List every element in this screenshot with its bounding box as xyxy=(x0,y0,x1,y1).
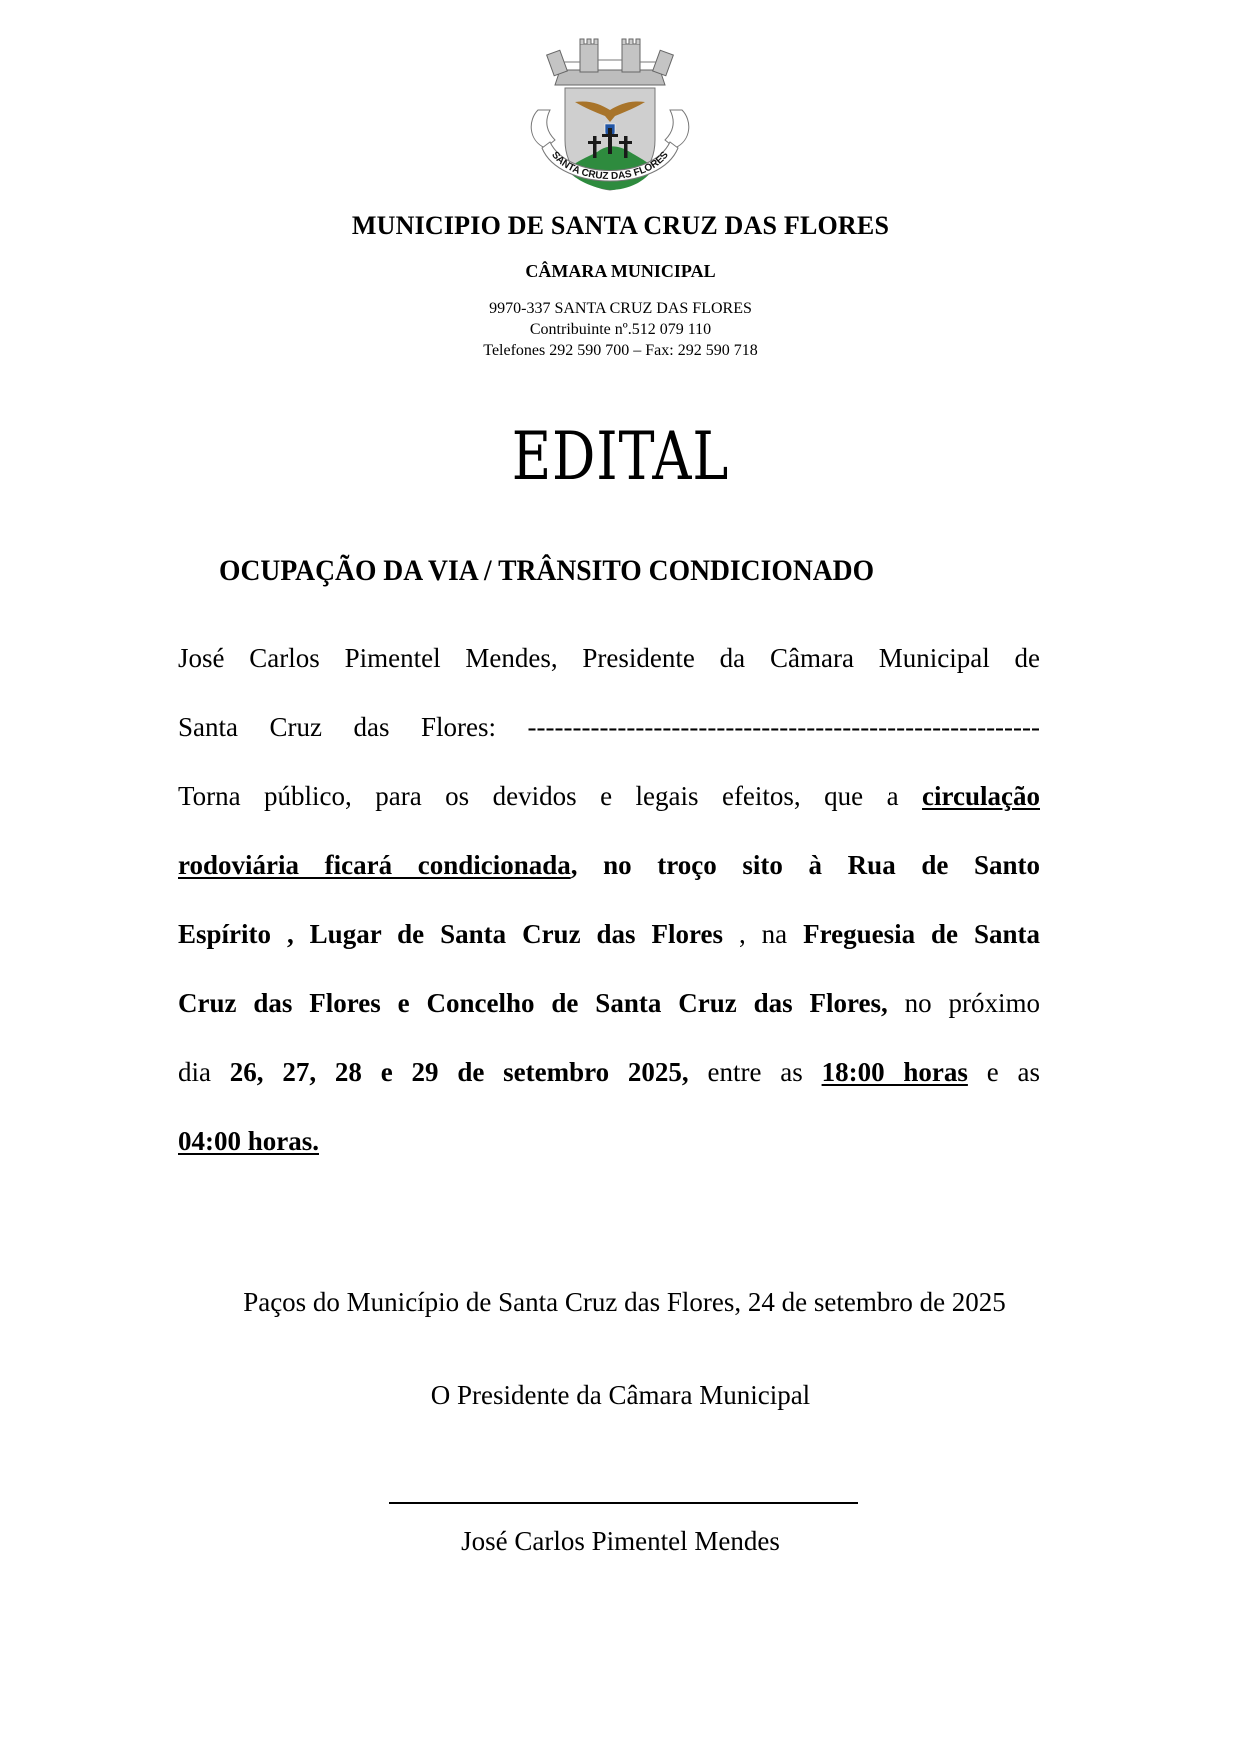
body-text: José Carlos Pimentel Mendes, Presidente da Câmara Municipal de xyxy=(178,643,1040,673)
body-text: dia xyxy=(178,1057,230,1087)
body-line xyxy=(178,1107,1040,1176)
dates-text: 26, 27, 28 e 29 de setembro 2025, xyxy=(229,1057,689,1087)
body-line xyxy=(178,1038,1040,1107)
phone-fax: Telefones 292 590 700 – Fax: 292 590 718 xyxy=(483,342,758,359)
document-title: EDITAL xyxy=(511,418,730,495)
signature-line xyxy=(389,1502,858,1504)
location-text: Espírito , Lugar de Santa Cruz das Flores xyxy=(178,919,723,949)
location-text: , no troço sito à Rua de Santo xyxy=(570,850,1040,880)
chamber-name: CÂMARA MUNICIPAL xyxy=(525,261,716,281)
postal-address: 9970-337 SANTA CRUZ DAS FLORES xyxy=(489,300,752,317)
crest-motto: SANTA CRUZ DAS FLORES xyxy=(549,149,671,183)
body-text: , na xyxy=(722,919,804,949)
dash-filler: --------------------------------------------------------- xyxy=(527,712,1041,742)
document-subtitle: OCUPAÇÃO DA VIA / TRÂNSITO CONDICIONADO xyxy=(219,554,875,587)
end-time: 04:00 horas. xyxy=(178,1126,319,1156)
signatory-name: José Carlos Pimentel Mendes xyxy=(461,1526,780,1556)
body-text: no próximo xyxy=(887,988,1041,1018)
municipal-coat-of-arms xyxy=(520,30,700,200)
body-line xyxy=(178,969,1040,1038)
body-text: Torna público, para os devidos e legais efeitos, que a xyxy=(178,781,899,811)
notice-body xyxy=(178,624,1040,1176)
body-text: entre as xyxy=(688,1057,822,1087)
body-line xyxy=(178,624,1040,693)
parish-text: Freguesia de Santa xyxy=(803,919,1041,949)
body-text: Santa Cruz das Flores: xyxy=(178,712,496,742)
emphasis-text: circulação xyxy=(922,781,1040,811)
body-line xyxy=(178,900,1040,969)
body-line xyxy=(178,693,1040,762)
tax-id: Contribuinte nº.512 079 110 xyxy=(529,321,712,338)
municipality-name: MUNICIPIO DE SANTA CRUZ DAS FLORES xyxy=(351,211,890,240)
signatory-role: O Presidente da Câmara Municipal xyxy=(430,1380,811,1410)
body-line xyxy=(178,831,1040,900)
body-text: e as xyxy=(967,1057,1040,1087)
dateline: Paços do Município de Santa Cruz das Flores, 24 de setembro de 2025 xyxy=(243,1287,1006,1317)
emphasis-text: rodoviária ficará condicionada xyxy=(178,850,571,880)
start-time: 18:00 horas xyxy=(821,1057,968,1087)
body-line xyxy=(178,762,1040,831)
parish-text: Cruz das Flores e Concelho de Santa Cruz das Flores, xyxy=(178,988,888,1018)
mural-crown-icon xyxy=(547,39,674,85)
